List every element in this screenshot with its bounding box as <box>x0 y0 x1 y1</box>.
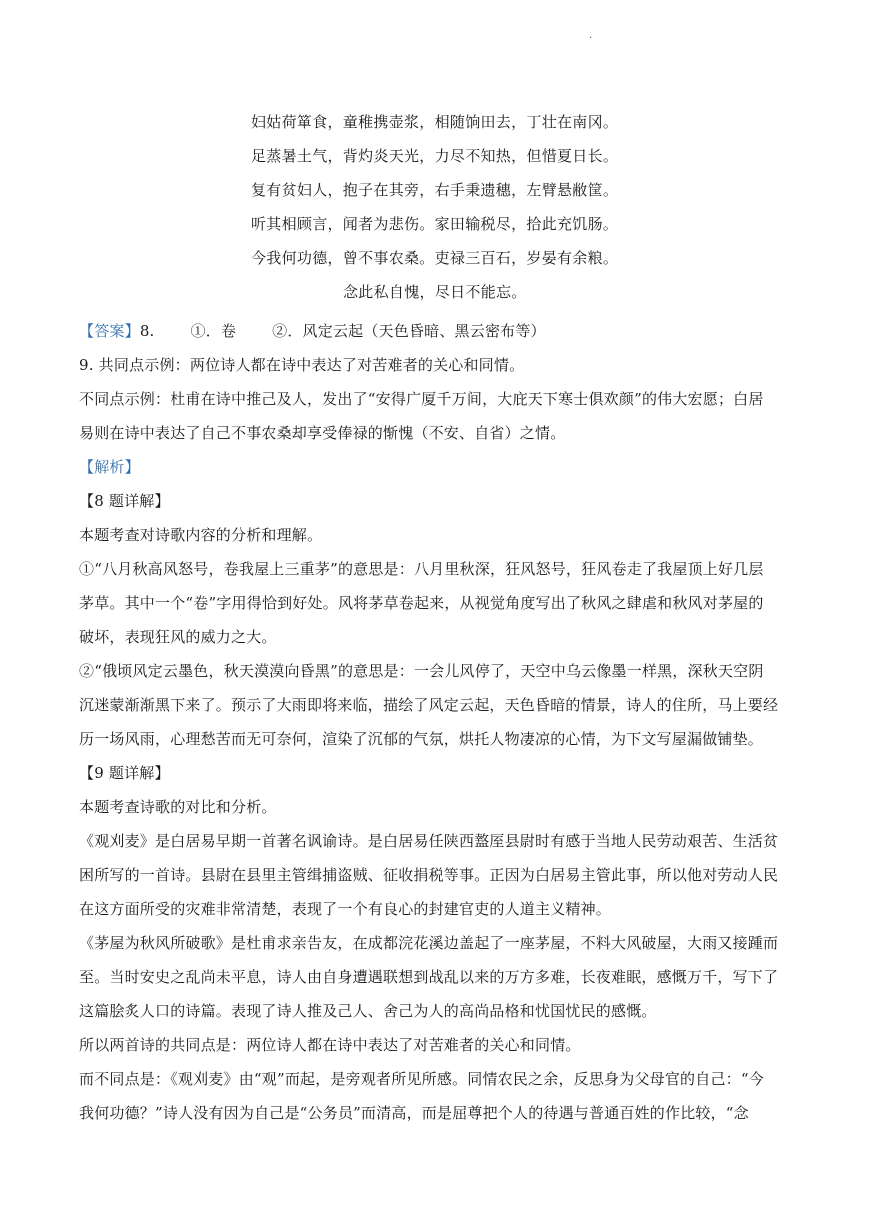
section-title-q8: 【8 题详解】 <box>79 492 170 510</box>
analysis-text-line: 在这方面所受的灾难非常清楚，表现了一个有良心的封建官吏的人道主义精神。 <box>79 900 612 918</box>
analysis-text-line: 本题考查对诗歌内容的分析和理解。 <box>79 526 323 544</box>
analysis-text-line: 本题考查诗歌的对比和分析。 <box>79 798 277 816</box>
analysis-text-line: 所以两首诗的共同点是：两位诗人都在诗中表达了对苦难者的关心和同情。 <box>79 1036 581 1054</box>
answer-text-line: 不同点示例：杜甫在诗中推己及人，发出了“安得广厦千万间，大庇天下寒士俱欢颜”的伟大宏愿；白居 <box>79 390 764 408</box>
analysis-text-line: 困所写的一首诗。县尉在县里主管缉捕盗贼、征收捐税等事。正因为白居易主管此事，所以他对劳动人民 <box>79 866 779 884</box>
answer-text-line: 易则在诗中表达了自己不事农桑却享受俸禄的惭愧（不安、自省）之情。 <box>79 424 566 442</box>
poem-line: 今我何功德，曾不事农桑。吏禄三百石，岁晏有余粮。 <box>251 249 619 267</box>
header-mark: . <box>589 30 593 41</box>
analysis-text-line: 而不同点是：《观刈麦》由“观”而起，是旁观者所见所感。同情农民之余，反思身为父母官的自己：“今 <box>79 1070 764 1088</box>
poem-line: 复有贫妇人，抱子在其旁，右手秉遗穗，左臂悬敝筐。 <box>251 181 619 199</box>
analysis-text-line: 沉迷蒙渐渐黑下来了。预示了大雨即将来临，描绘了风定云起，天色昏暗的情景，诗人的住所，马上要经 <box>79 696 779 714</box>
analysis-text-line: 《茅屋为秋风所破歌》是杜甫求亲告友，在成都浣花溪边盖起了一座茅屋，不料大风破屋，大雨又接踵而 <box>79 934 779 952</box>
analysis-text-line: 至。当时安史之乱尚未平息，诗人由自身遭遇联想到战乱以来的万方多难，长夜难眠，感慨万千，写下了 <box>79 968 779 986</box>
analysis-text-line: ①“八月秋高风怒号，卷我屋上三重茅”的意思是：八月里秋深，狂风怒号，狂风卷走了我屋顶上好几层 <box>79 560 764 578</box>
analysis-text-line: 这篇脍炙人口的诗篇。表现了诗人推及己人、舍己为人的高尚品格和忧国忧民的感慨。 <box>79 1002 657 1020</box>
analysis-text-line: 历一场风雨，心理愁苦而无可奈何，渲染了沉郁的气氛，烘托人物凄凉的心情，为下文写屋漏做铺垫。 <box>79 730 764 748</box>
question-number: 8. <box>139 322 155 340</box>
analysis-text-line: 《观刈麦》是白居易早期一首著名讽谕诗。是白居易任陕西盩厔县尉时有感于当地人民劳动艰苦、生活贫 <box>79 832 779 850</box>
poem-line: 足蒸暑土气，背灼炎天光，力尽不知热，但惜夏日长。 <box>251 147 619 165</box>
answer-analysis-section <box>79 314 791 1130</box>
analysis-text-line: 我何功德？”诗人没有因为自己是“公务员”而清高，而是屈尊把个人的待遇与普通百姓的作比较，“念 <box>79 1104 749 1122</box>
answer-text-line: 9. 共同点示例：两位诗人都在诗中表达了对苦难者的关心和同情。 <box>79 356 525 374</box>
analysis-tag: 【解析】 <box>79 458 140 476</box>
answer-option-2: ②．风定云起（天色昏暗、黑云密布等） <box>272 322 546 340</box>
analysis-text-line: ②“俄顷风定云墨色，秋天漠漠向昏黑”的意思是：一会儿风停了，天空中乌云像墨一样黑，深秋天空阴 <box>79 662 764 680</box>
answer-option-1: ①．卷 <box>190 322 237 340</box>
poem-line: 念此私自愧，尽日不能忘。 <box>343 283 527 301</box>
answer-line-8 <box>79 314 791 348</box>
answer-tag: 【答案】 <box>79 322 140 340</box>
poem-line: 听其相顾言，闻者为悲伤。家田输税尽，拾此充饥肠。 <box>251 215 619 233</box>
section-title-q9: 【9 题详解】 <box>79 764 170 782</box>
analysis-text-line: 茅草。其中一个“卷”字用得恰到好处。风将茅草卷起来，从视觉角度写出了秋风之肆虐和秋风对茅屋的 <box>79 594 764 612</box>
analysis-text-line: 破坏，表现狂风的威力之大。 <box>79 628 277 646</box>
poem-line: 妇姑荷箪食，童稚携壶浆，相随饷田去，丁壮在南冈。 <box>251 113 619 131</box>
